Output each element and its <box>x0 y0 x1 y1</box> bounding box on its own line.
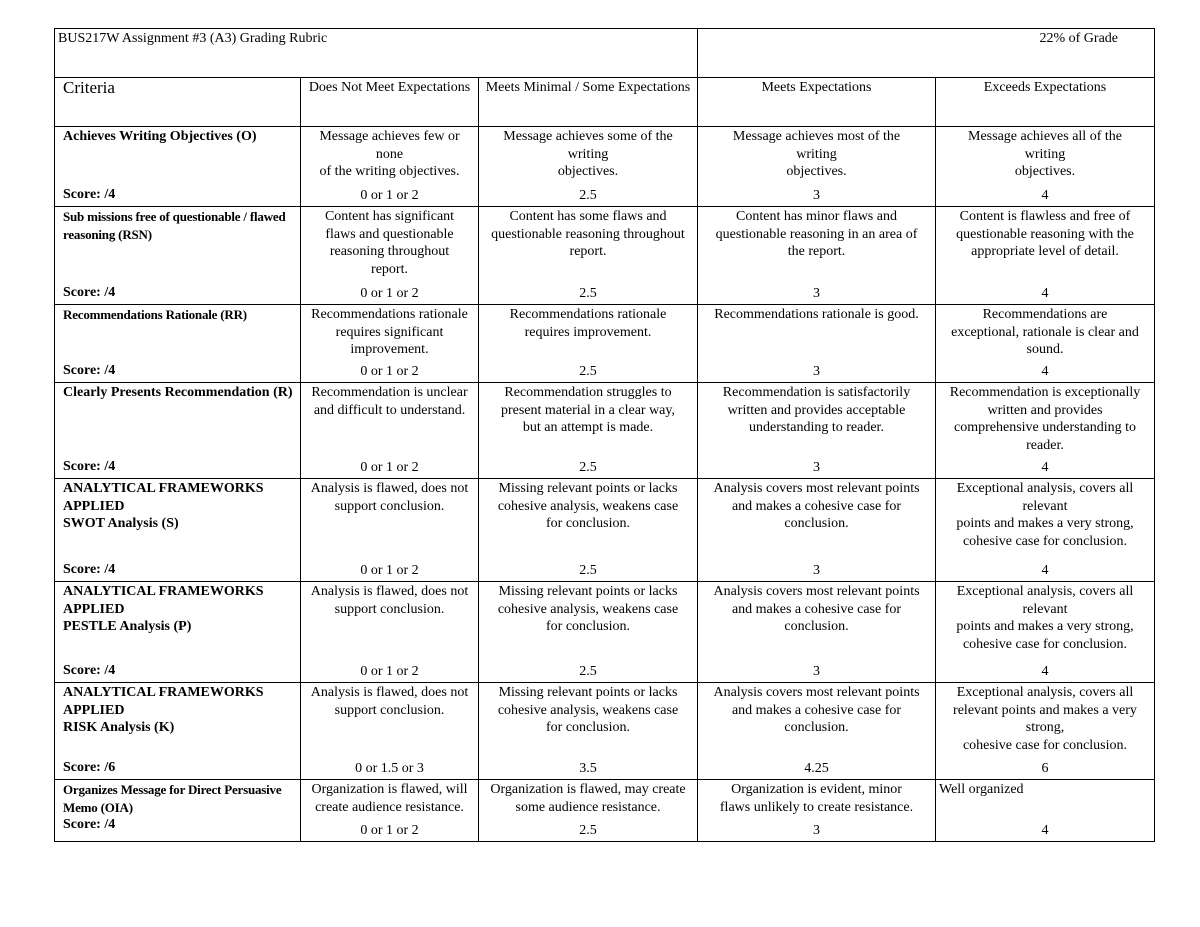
col-header-meets-minimal: Meets Minimal / Some Expectations <box>479 78 698 127</box>
rating-description: Organization is flawed, will create audience resistance. <box>311 782 468 815</box>
rubric-row-recommendations-rationale <box>55 305 1155 383</box>
criteria-cell <box>55 383 301 479</box>
rating-description: Analysis is flawed, does not support conclusion. <box>310 584 469 617</box>
rating-cell-does-not-meet <box>301 127 479 207</box>
rating-points: 2.5 <box>579 285 597 301</box>
rating-cell-exceeds <box>936 479 1155 582</box>
rating-description: Recommendation is unclear and difficult to understand. <box>311 385 468 418</box>
col-header-meets: Meets Expectations <box>698 78 936 127</box>
col-header-does-not-meet: Does Not Meet Expectations <box>301 78 479 127</box>
rubric-title: BUS217W Assignment #3 (A3) Grading Rubric <box>55 29 698 78</box>
rating-description: Content has some flaws and questionable reasoning throughout report. <box>491 209 685 259</box>
criteria-title: Organizes Message for Direct Persuasive Memo (OIA) <box>63 782 282 815</box>
criteria-title: Achieves Writing Objectives (O) <box>63 129 257 144</box>
rating-description: Recommendation struggles to present material in a clear way, but an attempt is made. <box>500 385 675 435</box>
rating-description: Recommendation is exceptionally written and provides comprehensive understanding to reader. <box>949 385 1141 453</box>
rating-description: Recommendations rationale requires significant improvement. <box>311 307 468 357</box>
rating-points: 4 <box>1041 663 1049 679</box>
criteria-cell <box>55 780 301 842</box>
criteria-cell <box>55 582 301 683</box>
rating-description: Recommendations rationale is good. <box>714 307 919 322</box>
criteria-title: Clearly Presents Recommendation (R) <box>63 385 293 400</box>
rating-points: 6 <box>1041 760 1049 776</box>
criteria-cell <box>55 479 301 582</box>
rating-points: 4.25 <box>804 760 829 776</box>
rating-description: Missing relevant points or lacks cohesive analysis, weakens case for conclusion. <box>497 481 679 531</box>
rating-description: Content is flawless and free of questionable reasoning with the appropriate level of detail. <box>956 209 1134 259</box>
rating-points: 0 or 1 or 2 <box>360 187 419 203</box>
rating-cell-meets-minimal <box>479 305 698 383</box>
rating-cell-does-not-meet <box>301 582 479 683</box>
rating-description: Recommendations are exceptional, rationale is clear and sound. <box>951 307 1139 357</box>
rating-points: 3 <box>813 459 820 475</box>
rating-description: Organization is evident, minor flaws unlikely to create resistance. <box>719 782 914 815</box>
rating-points: 4 <box>1041 459 1049 475</box>
rating-points: 2.5 <box>579 562 597 578</box>
rating-cell-does-not-meet <box>301 780 479 842</box>
rating-points: 4 <box>1041 363 1049 379</box>
rating-points: 3 <box>813 562 820 578</box>
rating-description: Well organized <box>939 782 1024 797</box>
rating-description: Message achieves some of the writing objectives. <box>503 129 673 179</box>
criteria-cell <box>55 683 301 780</box>
rating-points: 2.5 <box>579 187 597 203</box>
rating-description: Message achieves all of the writing objectives. <box>968 129 1122 179</box>
rating-description: Content has minor flaws and questionable reasoning in an area of the report. <box>715 209 918 259</box>
criteria-score: Score: /4 <box>63 284 116 300</box>
criteria-score: Score: /4 <box>63 561 116 577</box>
rating-description: Analysis covers most relevant points and makes a cohesive case for conclusion. <box>713 685 920 735</box>
rating-cell-meets <box>698 479 936 582</box>
rating-points: 3 <box>813 285 820 301</box>
criteria-cell <box>55 305 301 383</box>
rubric-row-reasoning <box>55 207 1155 305</box>
rating-cell-meets <box>698 582 936 683</box>
rating-cell-meets-minimal <box>479 207 698 305</box>
col-header-criteria: Criteria <box>55 78 301 127</box>
rating-points: 4 <box>1041 285 1049 301</box>
rating-points: 0 or 1 or 2 <box>360 459 419 475</box>
rating-description: Analysis covers most relevant points and makes a cohesive case for conclusion. <box>713 481 920 531</box>
rating-cell-exceeds <box>936 207 1155 305</box>
rubric-table <box>54 28 1155 842</box>
rating-description: Exceptional analysis, covers all relevant points and makes a very strong, cohesive case for conclusion. <box>956 584 1134 652</box>
criteria-title: Sub missions free of questionable / flawed reasoning (RSN) <box>63 209 286 242</box>
rating-description: Analysis covers most relevant points and makes a cohesive case for conclusion. <box>713 584 920 634</box>
rating-description: Analysis is flawed, does not support conclusion. <box>310 481 469 514</box>
criteria-title: ANALYTICAL FRAMEWORKS APPLIED SWOT Analysis (S) <box>63 481 264 531</box>
rating-description: Message achieves few or none of the writing objectives. <box>319 129 460 179</box>
rating-cell-meets-minimal <box>479 127 698 207</box>
rating-cell-meets-minimal <box>479 582 698 683</box>
grade-percent: 22% of Grade <box>698 29 1155 78</box>
rating-points: 3 <box>813 822 820 838</box>
rating-points: 4 <box>1041 187 1049 203</box>
criteria-cell <box>55 207 301 305</box>
rating-points: 3 <box>813 363 820 379</box>
criteria-score: Score: /4 <box>63 817 116 832</box>
rating-cell-meets-minimal <box>479 683 698 780</box>
rating-cell-exceeds <box>936 305 1155 383</box>
rubric-row-presents-recommendation <box>55 383 1155 479</box>
rubric-row-pestle <box>55 582 1155 683</box>
rating-points: 3 <box>813 187 820 203</box>
rating-points: 0 or 1 or 2 <box>360 822 419 838</box>
rating-description: Recommendation is satisfactorily written and provides acceptable understanding to reader. <box>722 385 911 435</box>
rating-cell-does-not-meet <box>301 305 479 383</box>
criteria-score: Score: /4 <box>63 186 116 202</box>
rating-cell-meets <box>698 383 936 479</box>
rating-points: 3.5 <box>579 760 597 776</box>
rating-cell-meets-minimal <box>479 383 698 479</box>
rating-points: 2.5 <box>579 459 597 475</box>
rating-description: Exceptional analysis, covers all relevant points and makes a very strong, cohesive case for conclusion. <box>953 685 1137 753</box>
rating-description: Missing relevant points or lacks cohesive analysis, weakens case for conclusion. <box>497 685 679 735</box>
criteria-score: Score: /4 <box>63 458 116 474</box>
rating-description: Missing relevant points or lacks cohesive analysis, weakens case for conclusion. <box>497 584 679 634</box>
rating-points: 4 <box>1041 822 1049 838</box>
rating-description: Exceptional analysis, covers all relevant points and makes a very strong, cohesive case for conclusion. <box>956 481 1134 549</box>
rating-cell-exceeds <box>936 582 1155 683</box>
rating-cell-does-not-meet <box>301 479 479 582</box>
criteria-score: Score: /4 <box>63 362 116 378</box>
rating-cell-meets <box>698 683 936 780</box>
rating-cell-meets <box>698 207 936 305</box>
rating-points: 0 or 1 or 2 <box>360 285 419 301</box>
rating-description: Content has significant flaws and questionable reasoning throughout report. <box>324 209 455 277</box>
rating-description: Recommendations rationale requires improvement. <box>509 307 667 340</box>
rating-cell-does-not-meet <box>301 383 479 479</box>
rubric-body <box>55 127 1155 842</box>
rubric-row-swot <box>55 479 1155 582</box>
rating-description: Analysis is flawed, does not support conclusion. <box>310 685 469 718</box>
criteria-score: Score: /6 <box>63 759 116 775</box>
rating-points: 4 <box>1041 562 1049 578</box>
rating-points: 0 or 1.5 or 3 <box>355 760 424 776</box>
rating-cell-meets-minimal <box>479 780 698 842</box>
criteria-score: Score: /4 <box>63 662 116 678</box>
rating-cell-exceeds <box>936 383 1155 479</box>
rating-points: 0 or 1 or 2 <box>360 363 419 379</box>
rubric-row-writing-objectives <box>55 127 1155 207</box>
rating-cell-exceeds <box>936 683 1155 780</box>
criteria-title: ANALYTICAL FRAMEWORKS APPLIED RISK Analysis (K) <box>63 685 264 735</box>
rating-cell-meets-minimal <box>479 479 698 582</box>
rating-description: Message achieves most of the writing objectives. <box>732 129 901 179</box>
header-row <box>55 78 1155 127</box>
rubric-page <box>54 28 1154 842</box>
rating-points: 2.5 <box>579 822 597 838</box>
rating-cell-meets <box>698 780 936 842</box>
rating-cell-exceeds <box>936 127 1155 207</box>
rubric-row-risk <box>55 683 1155 780</box>
col-header-exceeds: Exceeds Expectations <box>936 78 1155 127</box>
rating-points: 3 <box>813 663 820 679</box>
rating-points: 2.5 <box>579 363 597 379</box>
rating-cell-does-not-meet <box>301 207 479 305</box>
rating-cell-meets <box>698 127 936 207</box>
rating-cell-meets <box>698 305 936 383</box>
rating-points: 0 or 1 or 2 <box>360 663 419 679</box>
rating-cell-exceeds <box>936 780 1155 842</box>
rating-cell-does-not-meet <box>301 683 479 780</box>
criteria-cell <box>55 127 301 207</box>
rating-points: 2.5 <box>579 663 597 679</box>
rating-description: Organization is flawed, may create some audience resistance. <box>490 782 686 815</box>
criteria-title: ANALYTICAL FRAMEWORKS APPLIED PESTLE Analysis (P) <box>63 584 264 634</box>
title-row <box>55 29 1155 78</box>
rating-points: 0 or 1 or 2 <box>360 562 419 578</box>
rubric-row-organization <box>55 780 1155 842</box>
criteria-title: Recommendations Rationale (RR) <box>63 307 247 322</box>
